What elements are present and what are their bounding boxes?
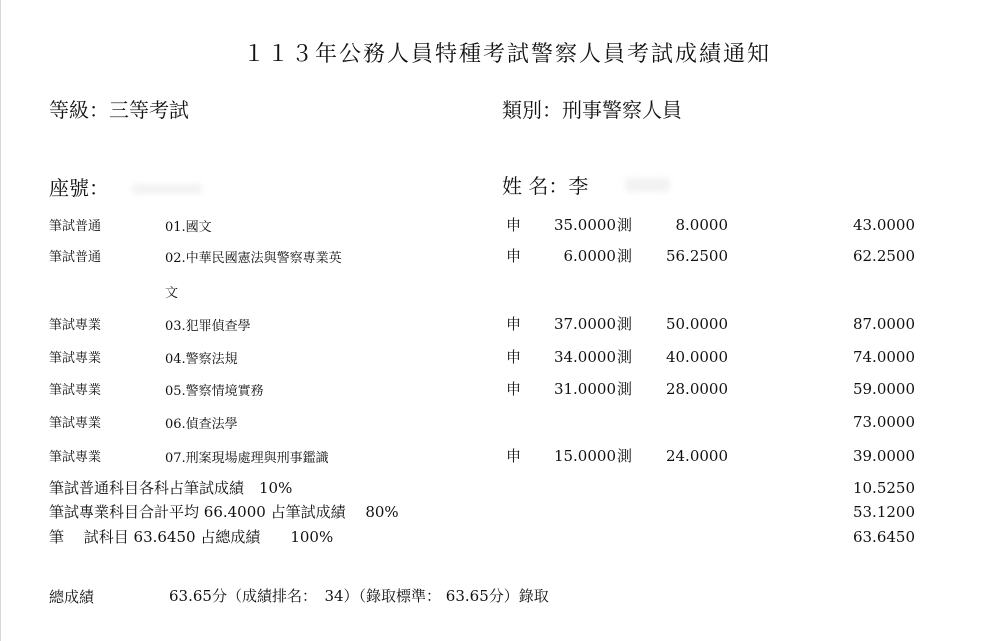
subject-score-b-02: 56.2500 xyxy=(665,247,728,265)
subject-total-03: 87.0000 xyxy=(852,315,915,333)
subject-name-05: 05.警察情境實務 xyxy=(165,384,264,399)
subject-total-05: 59.0000 xyxy=(852,380,915,398)
subject-score-a-03: 37.0000測 xyxy=(553,315,632,333)
candidate-name-label: 姓 名：李 xyxy=(502,174,589,198)
subject-name-04: 04.警察法規 xyxy=(165,352,238,367)
page-title: １１３年公務人員特種考試警察人員考試成績通知 xyxy=(243,42,772,67)
seat-number-label: 座號： xyxy=(49,176,109,200)
subject-name-06: 06.偵查法學 xyxy=(165,417,238,432)
subject-score-a-05: 31.0000測 xyxy=(553,380,632,398)
subject-score-a-07: 15.0000測 xyxy=(553,447,632,465)
subject-total-01: 43.0000 xyxy=(852,216,915,234)
subject-type-05: 筆試專業 xyxy=(49,383,102,398)
subject-total-04: 74.0000 xyxy=(852,348,915,366)
subject-type-07: 筆試專業 xyxy=(49,450,102,465)
subject-type-01: 筆試普通 xyxy=(49,219,102,234)
summary-written-value: 63.6450 xyxy=(852,528,915,546)
subject-type-04: 筆試專業 xyxy=(49,351,102,366)
subject-type-06: 筆試專業 xyxy=(49,416,102,431)
summary-general-value: 10.5250 xyxy=(852,479,915,497)
redacted-seat-number xyxy=(132,184,202,194)
subject-mark-01: 申 xyxy=(506,216,522,234)
subject-name-03: 03.犯罪偵查學 xyxy=(165,319,251,334)
subject-total-07: 39.0000 xyxy=(852,447,915,465)
subject-mark-04: 申 xyxy=(506,348,522,366)
redacted-name xyxy=(625,178,670,192)
subject-score-a-02: 6.0000測 xyxy=(563,247,632,265)
subject-mark-02: 申 xyxy=(506,247,522,265)
subject-score-b-01: 8.0000 xyxy=(675,216,728,234)
subject-score-b-03: 50.0000 xyxy=(665,315,728,333)
subject-name-02: 02.中華民國憲法與警察專業英 xyxy=(165,251,342,266)
overall-score-label: 總成績 xyxy=(49,588,95,606)
subject-score-a-01: 35.0000測 xyxy=(553,216,632,234)
subject-score-b-05: 28.0000 xyxy=(665,380,728,398)
subject-mark-05: 申 xyxy=(506,380,522,398)
exam-category: 類別：刑事警察人員 xyxy=(502,98,682,122)
subject-type-02: 筆試普通 xyxy=(49,250,102,265)
summary-general-label: 筆試普通科目各科占筆試成績 10% xyxy=(49,479,293,497)
subject-score-a-04: 34.0000測 xyxy=(553,348,632,366)
subject-name-07: 07.刑案現場處理與刑事鑑識 xyxy=(165,451,329,466)
summary-written-label: 筆 試科目 63.6450 占總成績 100% xyxy=(49,528,334,546)
summary-professional-value: 53.1200 xyxy=(852,503,915,521)
subject-score-b-07: 24.0000 xyxy=(665,447,728,465)
subject-score-b-04: 40.0000 xyxy=(665,348,728,366)
exam-level: 等級：三等考試 xyxy=(49,98,189,122)
overall-score-detail: 63.65分（成績排名： 34）（錄取標準： 63.65分）錄取 xyxy=(169,587,549,605)
subject-name-02-continued: 文 xyxy=(165,286,179,301)
summary-professional-label: 筆試專業科目合計平均 66.4000 占筆試成績 80% xyxy=(49,503,399,521)
subject-total-06: 73.0000 xyxy=(852,413,915,431)
subject-mark-03: 申 xyxy=(506,315,522,333)
left-margin-line xyxy=(0,0,1,641)
subject-name-01: 01.國文 xyxy=(165,220,212,235)
subject-mark-07: 申 xyxy=(506,447,522,465)
subject-type-03: 筆試專業 xyxy=(49,318,102,333)
subject-total-02: 62.2500 xyxy=(852,247,915,265)
